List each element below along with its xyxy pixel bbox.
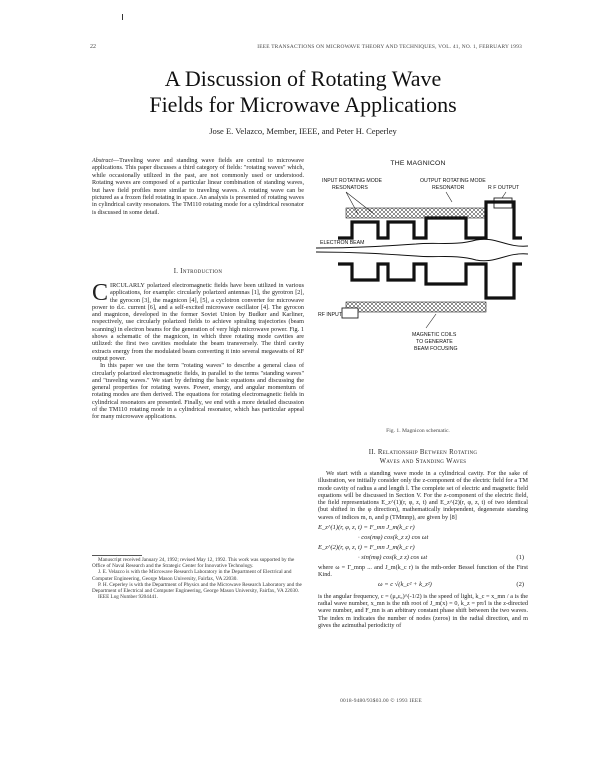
label-beam-focusing: BEAM FOCUSING bbox=[414, 346, 458, 352]
footnote-manuscript: Manuscript received January 24, 1992; revised May 12, 1992. This work was supported by the Office of Naval Research and the Strategic Center for Innovative Technology. bbox=[92, 557, 295, 570]
abstract-lead: Abstract bbox=[92, 157, 113, 164]
equation-1b bbox=[318, 534, 528, 544]
intro-paragraph-1: polarized electromagnetic fields have been utilized in various applications, for example: circularly polarized antennas [1], the gyrotron [2], the gyrocon [3], the magnicon [4], [5], a cyclotron converter for microwave power to d.c. current [6], and a self-excited microwave oscillator [4]. The gyrocon and magnicon, developed in the former Soviet Union by Budker and Karliner, respectively, use circularly polarized fields to achieve spiraling trajectories (beam scanning) in electron beams for the generation of very high microwave power. Fig. 1 shows a schematic of the magnicon, in which three rotating mode cavities are utilized: the first two cavities modulate the beam transversely. The third cavity extracts energy from the modulated beam converting it into several megawatts of RF output power. bbox=[92, 282, 304, 362]
page-number: 22 bbox=[90, 44, 96, 50]
section-2-heading bbox=[318, 448, 528, 466]
label-output-cavity: OUTPUT ROTATING MODE bbox=[420, 178, 486, 184]
equation-2-number: (2) bbox=[516, 580, 524, 588]
footnote-author-1: J. E. Velazco is with the Microwave Research Laboratory in the Department of Electrical and Computer Engineering, George Mason University, Fairfax, VA 22030. bbox=[92, 569, 292, 582]
equation-1c bbox=[318, 544, 528, 554]
label-electron-beam: ELECTRON BEAM bbox=[320, 240, 365, 246]
figure-title: THE MAGNICON bbox=[390, 160, 446, 167]
electron-beam-path-lower bbox=[316, 252, 528, 261]
section-2-paragraph-3: is the angular frequency, c = (μ₀ε₀)^(-1/2) is the speed of light, k_c = x_mn / a is the radial wave number, x_mn is the nth root of J_m(x) = 0, k_z = pπ/l is the z-directed wave number, and F_mn is an arbitrary constant phase shift between the two waves. The index m indicates the number of nodes (zeros) in the radial direction, and m gives the azimuthal periodicity of bbox=[318, 592, 528, 629]
intro-first-word: IRCULARLY bbox=[110, 282, 145, 289]
section-2-body bbox=[318, 470, 528, 629]
label-input-cavity: INPUT ROTATING MODE bbox=[322, 178, 382, 184]
intro-paragraph-2: In this paper we use the term "rotating waves" to describe a general class of circularly polarized electromagnetic fields, in parallel to the terms "standing waves" and "traveling waves." We start by defining the basic equations and discussing the general properties for rotating waves. Power, energy, and angular momentum of rotating modes are then derived. The equations for rotating electromagnetic fields in cylindrical resonators are presented. Finally, we end with a more detailed discussion of the TM110 rotating mode in a cylindrical resonator, which has particular appeal for many microwave applications. bbox=[92, 362, 304, 421]
intro-body bbox=[92, 282, 304, 421]
label-coils-generate: TO GENERATE bbox=[416, 339, 453, 345]
label-rf-input: RF INPUT bbox=[318, 312, 342, 318]
paper-title bbox=[90, 66, 516, 118]
title-line-1: A Discussion of Rotating Wave bbox=[164, 66, 442, 91]
equation-1a-text: E_z^(1)(r, φ, z, t) = F_mn J_m(k_c r) bbox=[318, 524, 415, 532]
cavity-wall-lower bbox=[338, 264, 522, 298]
footnote-log-number: IEEE Log Number 9204441. bbox=[98, 594, 158, 601]
footnotes bbox=[92, 557, 304, 600]
author-line: Jose E. Velazco, Member, IEEE, and Peter H. Ceperley bbox=[209, 126, 397, 136]
label-rf-output: R F OUTPUT bbox=[488, 185, 520, 191]
equation-1d bbox=[318, 554, 528, 564]
label-magnetic-coils: MAGNETIC COILS bbox=[412, 332, 457, 338]
footnote-author-2: P. H. Ceperley is with the Department of Physics and the Microwave Research Laboratory and the Department of Electrical and Computer Engineering, George Mason University, Fairfax, VA 22030. bbox=[92, 581, 302, 595]
intro-heading: I. Introduction bbox=[173, 268, 223, 275]
equation-1b-text: · cos(mφ) cos(k_z z) cos ωt bbox=[358, 534, 429, 542]
equation-1d-text: · sin(mφ) cos(k_z z) cos ωt bbox=[358, 554, 428, 562]
figure-caption: Fig. 1. Magnicon schematic. bbox=[386, 428, 450, 434]
label-resonators: RESONATORS bbox=[332, 185, 368, 191]
magnicon-figure bbox=[316, 168, 528, 418]
rf-input-waveguide bbox=[342, 308, 358, 318]
abstract-text: —Traveling wave and standing wave fields are central to microwave applications. This paper discusses a third category of fields: "rotating waves" which, while occasionally utilized in the past, are not commonly used or understood. Rotating waves are composed of a particular linear combination of standing waves, but have field profiles more similar to traveling waves. A rotating wave can be pictured as a frozen field rotating in space. An analysis is presented of rotating waves in cylindrical cavity resonators. The TM110 rotating mode for a cylindrical resonator is discussed in some detail. bbox=[92, 157, 304, 216]
abstract bbox=[92, 157, 304, 216]
section-2-heading-line-1: II. Relationship Between Rotating bbox=[368, 449, 478, 456]
equation-1a bbox=[318, 524, 528, 534]
section-2-paragraph-1: We start with a standing wave mode in a cylindrical cavity. For the sake of illustration, we initially consider only the z-component of the electric field for a TM mode cavity of radius a and length l. The complete set of electric and magnetic field equations will be discussed in Section V. For the z-component of the electric field, the field representations E_z^(1)(r, φ, z, t) and E_z^(2)(r, φ, z, t) of two identical (but shifted in the φ direction), mathematically independent, degenerate standing waves of indices m, n, and p (TMmnp), are given by [8] bbox=[318, 470, 528, 521]
drop-cap: C bbox=[92, 280, 109, 306]
magnetic-coils-bottom bbox=[346, 302, 486, 312]
equation-2-text: ω = c √(k_c² + k_z²) bbox=[378, 580, 432, 588]
label-resonator: RESONATOR bbox=[432, 185, 465, 191]
footnote-rule bbox=[92, 555, 142, 556]
title-line-2: Fields for Microwave Applications bbox=[149, 92, 457, 117]
equation-2 bbox=[318, 581, 528, 591]
page-mark bbox=[122, 14, 123, 20]
equation-1c-text: E_z^(2)(r, φ, z, t) = F_mn J_m(k_c r) bbox=[318, 544, 415, 552]
section-2-paragraph-2: where ω = Γ_mnp ... and J_m(k_c r) is the mth-order Bessel function of the First Kind. bbox=[318, 564, 528, 579]
section-2-heading-line-2: Waves and Standing Waves bbox=[379, 458, 467, 465]
leader-line-coils bbox=[426, 314, 436, 328]
running-head: IEEE TRANSACTIONS ON MICROWAVE THEORY AND TECHNIQUES, VOL. 41, NO. 1, FEBRUARY 1993 bbox=[257, 44, 522, 50]
issn-line: 0018-9480/93$03.00 © 1993 IEEE bbox=[340, 698, 422, 704]
equation-1-number: (1) bbox=[516, 554, 524, 562]
